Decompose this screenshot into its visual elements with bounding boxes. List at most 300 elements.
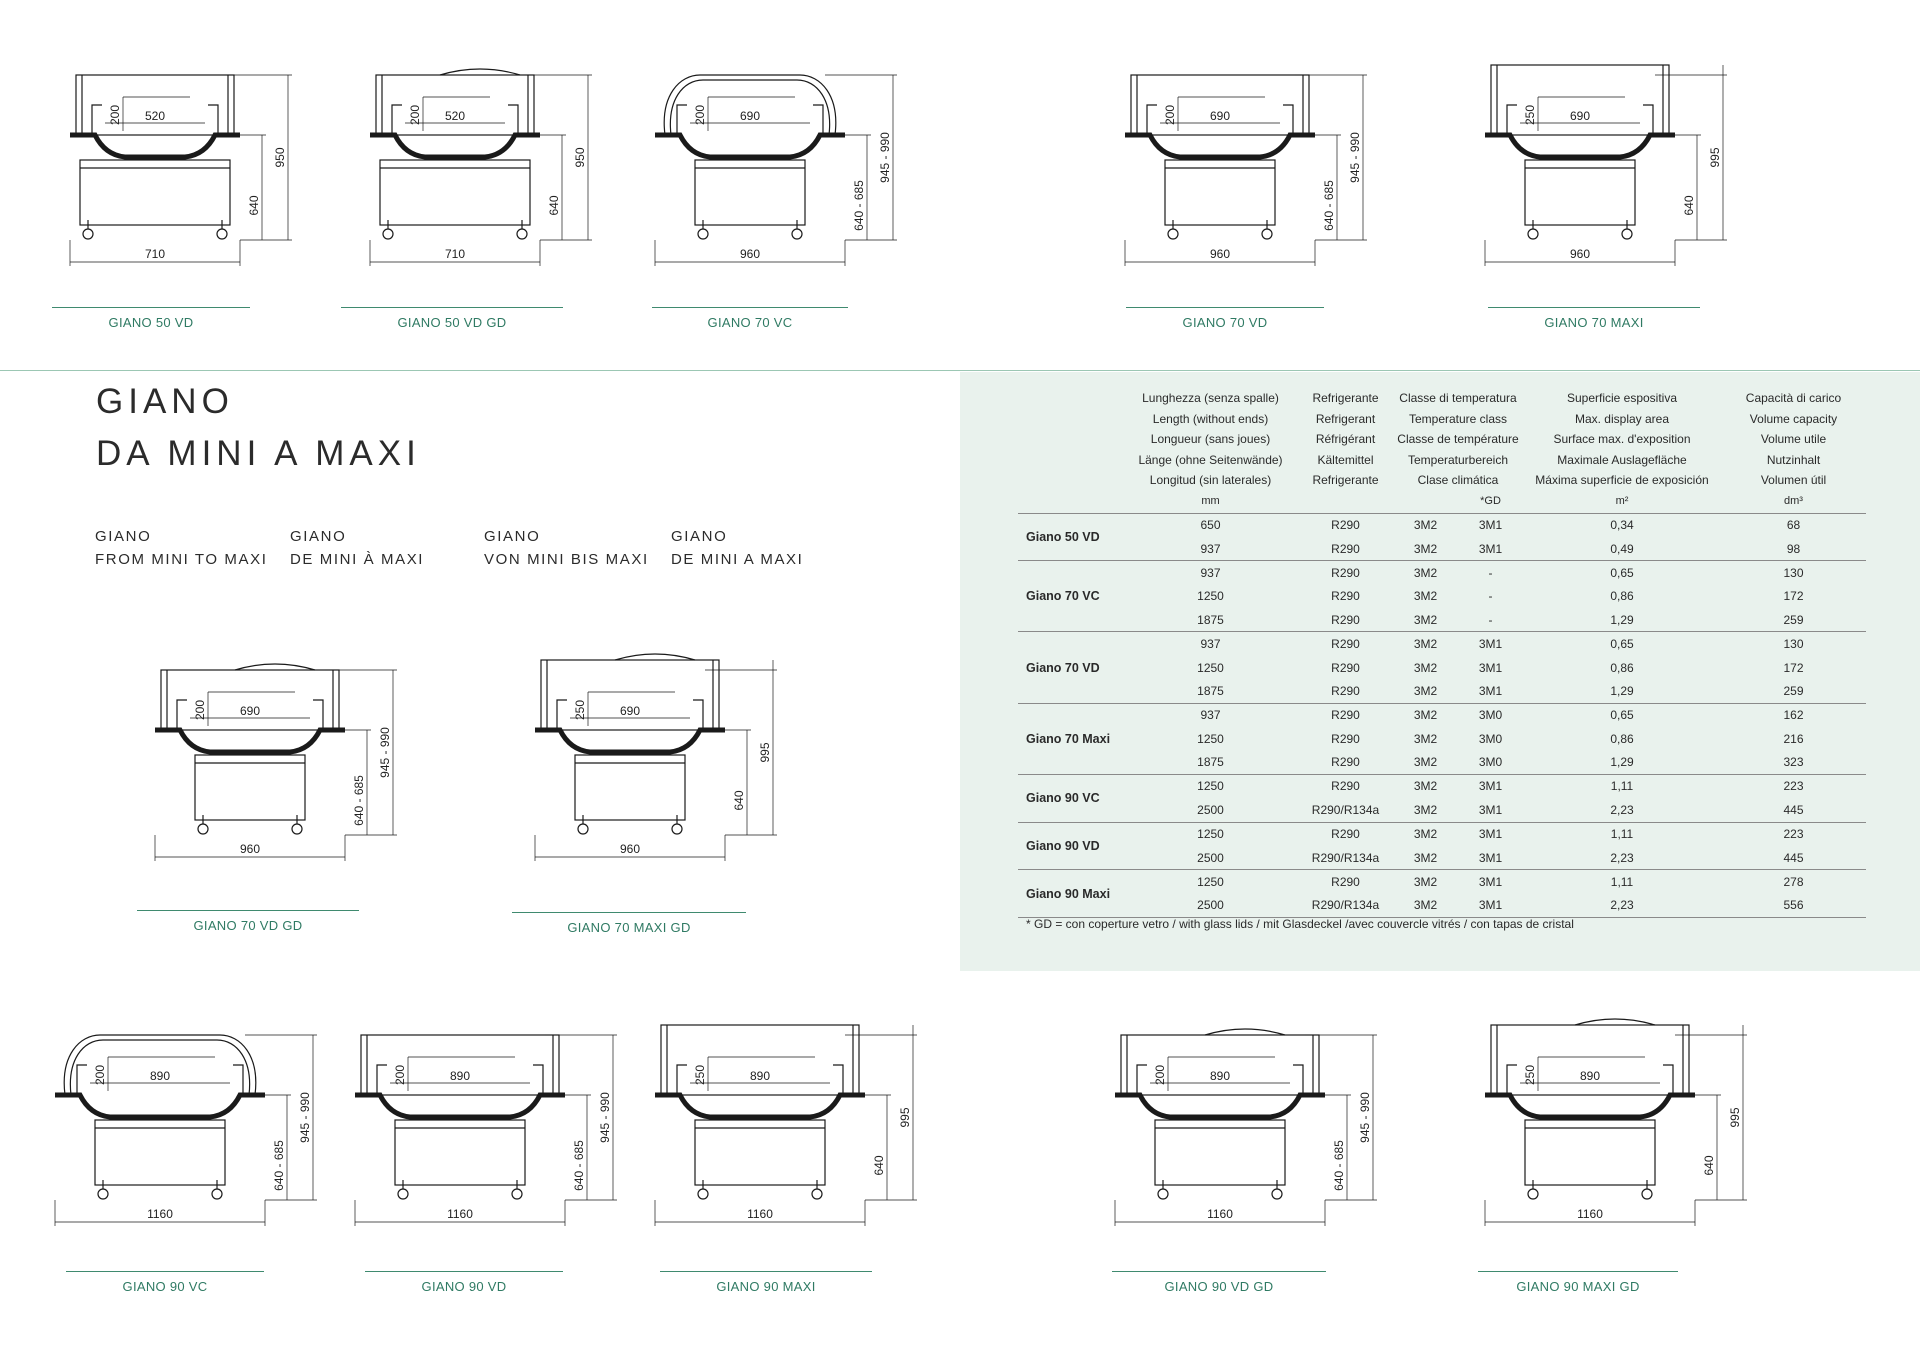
table-cell: 937 bbox=[1200, 541, 1221, 556]
header-line: Refrigerante bbox=[1312, 473, 1379, 487]
table-cell: 650 bbox=[1200, 518, 1221, 533]
model-caption: GIANO 90 MAXI GD bbox=[1516, 1279, 1640, 1294]
dim-width: 1160 bbox=[147, 1207, 173, 1221]
drawing-giano-70-maxi bbox=[1470, 55, 1740, 280]
table-row bbox=[1018, 585, 1866, 608]
drawing-outline bbox=[155, 664, 345, 834]
dimension-lines bbox=[535, 660, 777, 861]
subtitle-es: GIANO DE MINI A MAXI bbox=[671, 528, 804, 568]
dim-inner-width: 890 bbox=[449, 1069, 471, 1083]
table-cell: 3M1 bbox=[1478, 779, 1503, 794]
model-caption: GIANO 70 VD bbox=[1182, 315, 1268, 330]
table-cell: 3M2 bbox=[1413, 565, 1438, 580]
table-cell: 1875 bbox=[1197, 612, 1224, 627]
dim-depth: 250 bbox=[573, 699, 587, 721]
caption-underline bbox=[652, 307, 848, 308]
table-cell: 445 bbox=[1783, 802, 1804, 817]
dim-inner-width: 890 bbox=[749, 1069, 771, 1083]
caption-underline bbox=[1126, 307, 1324, 308]
model-caption: GIANO 90 VC bbox=[122, 1279, 208, 1294]
dim-height-counter: 640 - 685 bbox=[272, 1140, 286, 1191]
table-cell: 1,29 bbox=[1610, 755, 1634, 770]
table-cell: R290 bbox=[1331, 637, 1360, 652]
caption-underline bbox=[1478, 1271, 1678, 1272]
table-cell: R290 bbox=[1331, 612, 1360, 627]
table-row bbox=[1018, 870, 1866, 894]
table-cell: 223 bbox=[1783, 827, 1804, 842]
unit-length: mm bbox=[1201, 494, 1220, 507]
table-cell: 2,23 bbox=[1610, 898, 1634, 913]
dimension-lines bbox=[370, 75, 592, 266]
model-name: Giano 90 VC bbox=[1026, 791, 1100, 806]
table-cell: 2500 bbox=[1197, 802, 1224, 817]
header-line: Classe de température bbox=[1397, 432, 1519, 446]
table-cell: R290/R134a bbox=[1311, 802, 1380, 817]
dim-height-counter: 640 - 685 bbox=[1332, 1140, 1346, 1191]
dim-depth: 250 bbox=[693, 1064, 707, 1086]
table-cell: 1,11 bbox=[1610, 875, 1634, 890]
table-cell: 1250 bbox=[1197, 589, 1224, 604]
model-caption: GIANO 90 MAXI bbox=[716, 1279, 816, 1294]
model-caption: GIANO 70 VC bbox=[707, 315, 793, 330]
dim-height-counter: 640 - 685 bbox=[572, 1140, 586, 1191]
caption-underline bbox=[1112, 1271, 1326, 1272]
header-line: Length (without ends) bbox=[1152, 411, 1269, 426]
table-cell: 937 bbox=[1200, 637, 1221, 652]
unit-volume: dm³ bbox=[1784, 494, 1803, 507]
cabinet-elevation-drawing bbox=[1110, 55, 1380, 275]
drawing-outline bbox=[370, 69, 540, 239]
drawing-giano-90-maxi-gd bbox=[1470, 1015, 1760, 1240]
drawing-outline bbox=[55, 1035, 265, 1199]
dim-width: 960 bbox=[1569, 247, 1591, 261]
cabinet-elevation-drawing bbox=[355, 55, 605, 275]
dim-width: 960 bbox=[619, 842, 641, 856]
drawing-outline bbox=[655, 75, 845, 239]
header-line: Réfrigérant bbox=[1315, 432, 1376, 446]
header-line: Superficie espositiva bbox=[1566, 391, 1678, 405]
table-cell: R290 bbox=[1331, 589, 1360, 604]
cabinet-elevation-drawing bbox=[40, 1015, 330, 1235]
table-row bbox=[1018, 798, 1866, 822]
dim-height-total: 945 - 990 bbox=[1348, 132, 1362, 183]
table-cell: 0,34 bbox=[1610, 518, 1634, 533]
header-line: Clase climática bbox=[1417, 473, 1499, 487]
model-group bbox=[1018, 561, 1866, 632]
table-cell: R290 bbox=[1331, 827, 1360, 842]
header-temperature bbox=[1393, 388, 1523, 491]
header-line: Lunghezza (senza spalle) bbox=[1142, 391, 1279, 405]
table-row bbox=[1018, 894, 1866, 918]
table-cell: 3M1 bbox=[1478, 637, 1503, 652]
drawing-outline bbox=[1485, 1019, 1695, 1199]
dim-height-total: 995 bbox=[758, 742, 772, 763]
table-row bbox=[1018, 513, 1866, 537]
table-cell: 3M1 bbox=[1478, 827, 1503, 842]
model-group bbox=[1018, 703, 1866, 774]
table-cell: 130 bbox=[1783, 565, 1804, 580]
table-cell: 3M2 bbox=[1413, 755, 1438, 770]
header-line: Longitud (sin laterales) bbox=[1149, 473, 1272, 487]
dim-inner-width: 690 bbox=[739, 109, 761, 123]
table-cell: 3M0 bbox=[1478, 708, 1503, 723]
table-cell: 1250 bbox=[1197, 731, 1224, 746]
header-line: Máxima superficie de exposición bbox=[1535, 473, 1709, 487]
header-line: Nutzinhalt bbox=[1766, 452, 1821, 467]
drawing-giano-70-vc bbox=[640, 55, 910, 280]
table-row bbox=[1018, 656, 1866, 679]
table-cell: 3M1 bbox=[1478, 541, 1503, 556]
header-line: Refrigerant bbox=[1315, 411, 1376, 426]
table-cell: 3M2 bbox=[1413, 779, 1438, 794]
model-name: Giano 90 Maxi bbox=[1026, 886, 1111, 901]
dim-height-counter: 640 - 685 bbox=[352, 775, 366, 826]
table-cell: - bbox=[1488, 565, 1493, 580]
dim-depth: 250 bbox=[1523, 104, 1537, 126]
drawing-giano-50-vd bbox=[55, 55, 305, 280]
table-cell: 2,23 bbox=[1610, 802, 1634, 817]
table-cell: 3M1 bbox=[1478, 875, 1503, 890]
model-caption: GIANO 70 VD GD bbox=[193, 918, 303, 933]
drawing-outline bbox=[535, 654, 725, 834]
table-cell: 0,86 bbox=[1610, 660, 1634, 675]
table-cell: R290 bbox=[1331, 518, 1360, 533]
table-cell: R290/R134a bbox=[1311, 898, 1380, 913]
dimension-lines bbox=[1485, 65, 1727, 266]
table-cell: 3M2 bbox=[1413, 850, 1438, 865]
table-cell: 3M2 bbox=[1413, 708, 1438, 723]
header-line: Temperature class bbox=[1408, 411, 1508, 426]
header-line: Volume capacity bbox=[1749, 411, 1838, 426]
table-cell: 3M2 bbox=[1413, 518, 1438, 533]
header-line: Länge (ohne Seitenwände) bbox=[1138, 452, 1283, 467]
dim-depth: 200 bbox=[193, 699, 207, 721]
dim-height-total: 945 - 990 bbox=[598, 1092, 612, 1143]
table-cell: 3M2 bbox=[1413, 541, 1438, 556]
model-group bbox=[1018, 632, 1866, 703]
drawing-outline bbox=[1115, 1029, 1325, 1199]
table-row bbox=[1018, 608, 1866, 632]
table-cell: 3M1 bbox=[1478, 683, 1503, 698]
dimension-lines bbox=[155, 670, 397, 861]
unit-area: m² bbox=[1615, 494, 1629, 507]
model-caption: GIANO 90 VD bbox=[421, 1279, 507, 1294]
unit-gd: *GD bbox=[1480, 494, 1501, 507]
dim-inner-width: 520 bbox=[444, 109, 466, 123]
table-footnote: * GD = con coperture vetro / with glass lids / mit Glasdeckel /avec couvercle vitrés / con tapas de cristal bbox=[1026, 917, 1574, 931]
header-line: Surface max. d'exposition bbox=[1553, 432, 1691, 446]
subtitle-fr: GIANO DE MINI À MAXI bbox=[290, 528, 425, 568]
spec-table bbox=[1018, 388, 1866, 918]
drawing-giano-90-vc bbox=[40, 1015, 330, 1240]
drawing-outline bbox=[1485, 65, 1675, 239]
dimension-lines bbox=[655, 75, 897, 266]
table-cell: 556 bbox=[1783, 898, 1804, 913]
dim-width: 1160 bbox=[1207, 1207, 1233, 1221]
dim-width: 1160 bbox=[1577, 1207, 1603, 1221]
table-cell: - bbox=[1488, 589, 1493, 604]
dimension-lines bbox=[355, 1035, 617, 1226]
cabinet-elevation-drawing bbox=[1470, 1015, 1760, 1235]
dim-width: 960 bbox=[1209, 247, 1231, 261]
dim-height-total: 945 - 990 bbox=[378, 727, 392, 778]
table-cell: 3M2 bbox=[1413, 731, 1438, 746]
dim-height-counter: 640 - 685 bbox=[852, 180, 866, 231]
table-cell: 2500 bbox=[1197, 850, 1224, 865]
header-volume bbox=[1721, 388, 1866, 491]
table-cell: 3M2 bbox=[1413, 637, 1438, 652]
table-row bbox=[1018, 537, 1866, 561]
table-cell: 172 bbox=[1783, 660, 1804, 675]
dim-height-total: 950 bbox=[273, 147, 287, 168]
dim-depth: 200 bbox=[408, 104, 422, 126]
cabinet-elevation-drawing bbox=[1470, 55, 1740, 275]
drawing-outline bbox=[70, 75, 240, 239]
table-cell: 3M2 bbox=[1413, 802, 1438, 817]
table-cell: R290 bbox=[1331, 875, 1360, 890]
header-line: Max. display area bbox=[1574, 411, 1670, 426]
table-row bbox=[1018, 774, 1866, 798]
dim-depth: 200 bbox=[393, 1064, 407, 1086]
table-cell: R290 bbox=[1331, 708, 1360, 723]
table-cell: 3M1 bbox=[1478, 518, 1503, 533]
table-cell: R290 bbox=[1331, 731, 1360, 746]
header-line: Longueur (sans joues) bbox=[1150, 432, 1271, 446]
header-display-area bbox=[1523, 388, 1721, 491]
drawing-giano-70-maxi-gd bbox=[520, 650, 790, 875]
drawing-giano-90-maxi bbox=[640, 1015, 930, 1240]
dimension-lines bbox=[1125, 75, 1367, 266]
table-cell: 223 bbox=[1783, 779, 1804, 794]
table-cell: 162 bbox=[1783, 708, 1804, 723]
caption-underline bbox=[1488, 307, 1700, 308]
dimension-lines bbox=[55, 1035, 317, 1226]
table-cell: 259 bbox=[1783, 683, 1804, 698]
table-cell: 3M2 bbox=[1413, 660, 1438, 675]
table-cell: 937 bbox=[1200, 708, 1221, 723]
caption-underline bbox=[52, 307, 250, 308]
table-cell: 445 bbox=[1783, 850, 1804, 865]
table-cell: 323 bbox=[1783, 755, 1804, 770]
subtitle-en: GIANO FROM MINI TO MAXI bbox=[95, 528, 268, 568]
dim-height-total: 995 bbox=[898, 1107, 912, 1128]
dim-height-total: 945 - 990 bbox=[298, 1092, 312, 1143]
dim-depth: 200 bbox=[93, 1064, 107, 1086]
dim-height-counter: 640 bbox=[872, 1155, 886, 1176]
table-row bbox=[1018, 632, 1866, 656]
model-caption: GIANO 70 MAXI GD bbox=[567, 920, 691, 935]
model-name: Giano 50 VD bbox=[1026, 529, 1100, 544]
caption-underline bbox=[512, 912, 746, 913]
model-group bbox=[1018, 870, 1866, 918]
dim-depth: 200 bbox=[108, 104, 122, 126]
table-header-row bbox=[1018, 388, 1866, 491]
header-length bbox=[1123, 388, 1298, 491]
table-row bbox=[1018, 727, 1866, 750]
dim-depth: 200 bbox=[693, 104, 707, 126]
model-group bbox=[1018, 774, 1866, 822]
table-cell: 3M2 bbox=[1413, 612, 1438, 627]
table-cell: 1,29 bbox=[1610, 612, 1634, 627]
dim-width: 960 bbox=[239, 842, 261, 856]
cabinet-elevation-drawing bbox=[140, 650, 410, 870]
table-cell: R290 bbox=[1331, 565, 1360, 580]
caption-underline bbox=[66, 1271, 264, 1272]
table-cell: 3M2 bbox=[1413, 898, 1438, 913]
model-caption: GIANO 50 VD bbox=[108, 315, 194, 330]
header-line: Kältemittel bbox=[1317, 452, 1374, 467]
dim-height-total: 995 bbox=[1728, 1107, 1742, 1128]
model-caption: GIANO 90 VD GD bbox=[1164, 1279, 1274, 1294]
model-caption: GIANO 70 MAXI bbox=[1544, 315, 1644, 330]
table-cell: R290 bbox=[1331, 683, 1360, 698]
page-title-line2: DA MINI A MAXI bbox=[96, 434, 421, 473]
table-cell: 259 bbox=[1783, 612, 1804, 627]
table-cell: 0,49 bbox=[1610, 541, 1634, 556]
dim-inner-width: 690 bbox=[1209, 109, 1231, 123]
table-cell: 172 bbox=[1783, 589, 1804, 604]
dim-height-counter: 640 - 685 bbox=[1322, 180, 1336, 231]
table-cell: 1250 bbox=[1197, 827, 1224, 842]
model-caption: GIANO 50 VD GD bbox=[397, 315, 507, 330]
table-cell: 2500 bbox=[1197, 898, 1224, 913]
drawing-giano-90-vd bbox=[340, 1015, 630, 1240]
dimension-lines bbox=[1485, 1025, 1747, 1226]
header-blank bbox=[1018, 388, 1123, 491]
dimension-lines bbox=[655, 1025, 917, 1226]
header-line: Temperaturbereich bbox=[1407, 452, 1509, 467]
table-cell: 3M1 bbox=[1478, 850, 1503, 865]
dim-width: 710 bbox=[444, 247, 466, 261]
caption-underline bbox=[341, 307, 563, 308]
model-group bbox=[1018, 513, 1866, 561]
dim-height-total: 945 - 990 bbox=[1358, 1092, 1372, 1143]
dimension-lines bbox=[70, 75, 292, 266]
table-cell: 1,11 bbox=[1610, 827, 1634, 842]
table-cell: 0,65 bbox=[1610, 708, 1634, 723]
dim-depth: 250 bbox=[1523, 1064, 1537, 1086]
table-row bbox=[1018, 679, 1866, 703]
dim-width: 710 bbox=[144, 247, 166, 261]
table-cell: 2,23 bbox=[1610, 850, 1634, 865]
drawing-outline bbox=[355, 1035, 565, 1199]
table-cell: 1875 bbox=[1197, 755, 1224, 770]
table-cell: 1250 bbox=[1197, 875, 1224, 890]
header-line: Refrigerante bbox=[1312, 391, 1379, 405]
table-row bbox=[1018, 846, 1866, 870]
caption-underline bbox=[137, 910, 359, 911]
table-row bbox=[1018, 703, 1866, 727]
table-cell: 3M1 bbox=[1478, 898, 1503, 913]
caption-underline bbox=[365, 1271, 563, 1272]
dim-depth: 200 bbox=[1153, 1064, 1167, 1086]
cabinet-elevation-drawing bbox=[55, 55, 305, 275]
header-line: Maximale Auslagefläche bbox=[1557, 452, 1687, 467]
table-cell: 3M0 bbox=[1478, 755, 1503, 770]
dim-inner-width: 890 bbox=[1209, 1069, 1231, 1083]
table-cell: - bbox=[1488, 612, 1493, 627]
table-row bbox=[1018, 561, 1866, 585]
dim-height-counter: 640 bbox=[247, 195, 261, 216]
dimension-lines bbox=[1115, 1035, 1377, 1226]
dim-width: 1160 bbox=[747, 1207, 773, 1221]
cabinet-elevation-drawing bbox=[520, 650, 790, 870]
cabinet-elevation-drawing bbox=[340, 1015, 630, 1235]
dim-height-total: 995 bbox=[1708, 147, 1722, 168]
table-cell: 0,65 bbox=[1610, 565, 1634, 580]
header-refrigerant bbox=[1298, 388, 1393, 491]
dim-height-counter: 640 bbox=[1682, 195, 1696, 216]
cabinet-elevation-drawing bbox=[1100, 1015, 1390, 1235]
drawing-giano-90-vd-gd bbox=[1100, 1015, 1390, 1240]
model-name: Giano 70 VC bbox=[1026, 589, 1100, 604]
table-cell: 1,29 bbox=[1610, 683, 1634, 698]
table-cell: 98 bbox=[1786, 541, 1801, 556]
dim-inner-width: 690 bbox=[619, 704, 641, 718]
table-cell: 3M2 bbox=[1413, 589, 1438, 604]
drawing-giano-50-vd-gd bbox=[355, 55, 605, 280]
table-row bbox=[1018, 822, 1866, 846]
table-cell: 68 bbox=[1786, 518, 1801, 533]
dim-width: 960 bbox=[739, 247, 761, 261]
table-cell: 3M0 bbox=[1478, 731, 1503, 746]
table-cell: 3M2 bbox=[1413, 827, 1438, 842]
header-line: Volume utile bbox=[1760, 432, 1827, 446]
cabinet-elevation-drawing bbox=[640, 55, 910, 275]
dim-height-total: 945 - 990 bbox=[878, 132, 892, 183]
drawing-giano-70-vd bbox=[1110, 55, 1380, 280]
drawing-giano-70-vd-gd bbox=[140, 650, 410, 875]
dim-height-counter: 640 bbox=[547, 195, 561, 216]
table-cell: R290 bbox=[1331, 755, 1360, 770]
cabinet-elevation-drawing bbox=[640, 1015, 930, 1235]
table-cell: 130 bbox=[1783, 637, 1804, 652]
dim-height-total: 950 bbox=[573, 147, 587, 168]
dim-inner-width: 890 bbox=[149, 1069, 171, 1083]
table-cell: 1250 bbox=[1197, 779, 1224, 794]
table-cell: R290 bbox=[1331, 541, 1360, 556]
drawing-outline bbox=[1125, 75, 1315, 239]
table-cell: 3M2 bbox=[1413, 683, 1438, 698]
table-cell: R290/R134a bbox=[1311, 850, 1380, 865]
table-cell: 1,11 bbox=[1610, 779, 1634, 794]
table-cell: 1250 bbox=[1197, 660, 1224, 675]
table-unit-row bbox=[1018, 491, 1866, 514]
model-name: Giano 70 VD bbox=[1026, 660, 1100, 675]
table-cell: 1875 bbox=[1197, 683, 1224, 698]
dim-height-counter: 640 bbox=[1702, 1155, 1716, 1176]
subtitle-de: GIANO VON MINI BIS MAXI bbox=[484, 528, 649, 568]
dim-depth: 200 bbox=[1163, 104, 1177, 126]
dim-inner-width: 520 bbox=[144, 109, 166, 123]
page-title-line1: GIANO bbox=[96, 382, 234, 421]
table-cell: R290 bbox=[1331, 779, 1360, 794]
table-row bbox=[1018, 750, 1866, 774]
header-line: Capacità di carico bbox=[1745, 391, 1842, 405]
table-cell: 3M1 bbox=[1478, 802, 1503, 817]
section-divider bbox=[0, 370, 1920, 371]
table-cell: R290 bbox=[1331, 660, 1360, 675]
header-line: Volumen útil bbox=[1760, 473, 1827, 487]
dim-width: 1160 bbox=[447, 1207, 473, 1221]
dim-height-counter: 640 bbox=[732, 790, 746, 811]
model-group bbox=[1018, 822, 1866, 870]
table-cell: 3M2 bbox=[1413, 875, 1438, 890]
dim-inner-width: 690 bbox=[239, 704, 261, 718]
table-cell: 3M1 bbox=[1478, 660, 1503, 675]
dim-inner-width: 690 bbox=[1569, 109, 1591, 123]
dim-inner-width: 890 bbox=[1579, 1069, 1601, 1083]
